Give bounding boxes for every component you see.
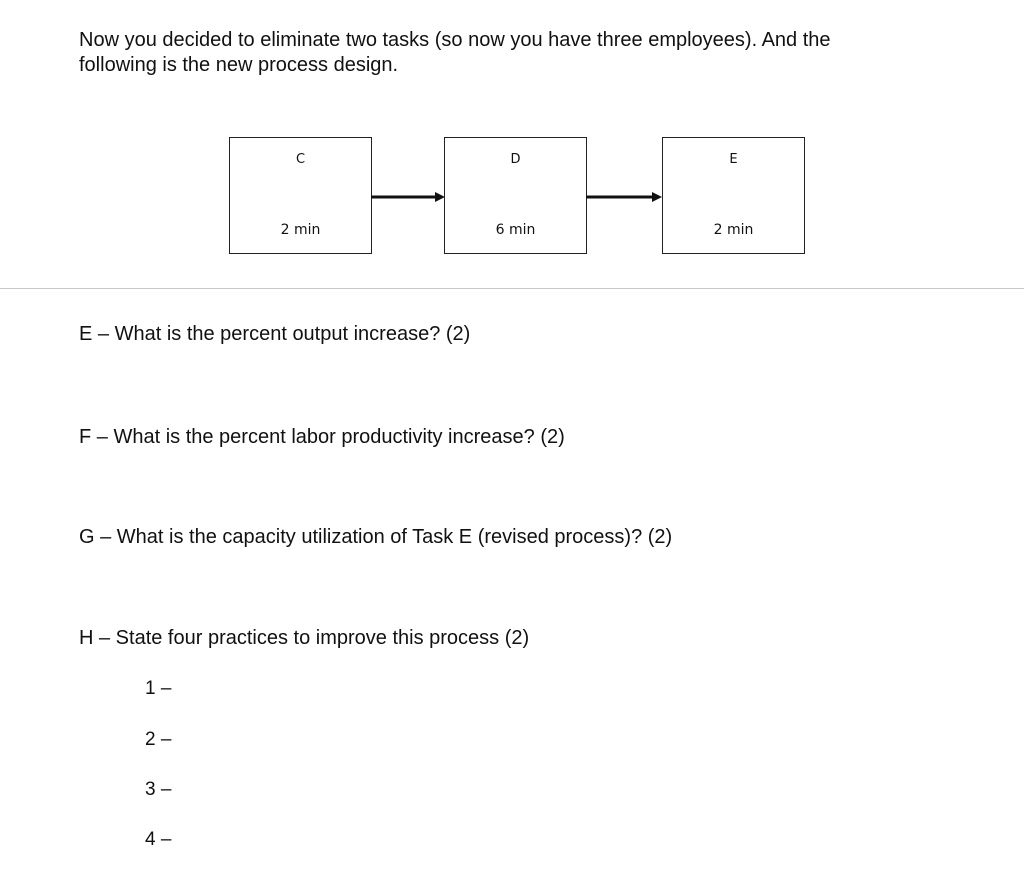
practice-item-3: 3 – <box>145 779 172 800</box>
practice-item-1: 1 – <box>145 678 172 699</box>
question-g: G – What is the capacity utilization of Task E (revised process)? (2) <box>79 526 673 548</box>
task-box-c <box>229 137 372 254</box>
question-e: E – What is the percent output increase? (2) <box>79 323 471 345</box>
practice-item-2: 2 – <box>145 729 172 750</box>
task-e-time: 2 min <box>713 222 754 238</box>
intro-text <box>79 28 959 78</box>
task-box-e <box>662 137 805 254</box>
task-d-label: D <box>510 152 521 167</box>
intro-line-2: following is the new process design. <box>79 54 399 76</box>
arrow-c-to-d <box>371 187 446 207</box>
question-h: H – State four practices to improve this process (2) <box>79 627 530 649</box>
arrow-d-to-e <box>586 187 663 207</box>
question-f: F – What is the percent labor productivity increase? (2) <box>79 426 565 448</box>
page-separator <box>0 288 1024 289</box>
practice-item-4: 4 – <box>145 829 172 850</box>
intro-line-1: Now you decided to eliminate two tasks (so now you have three employees). And the <box>79 29 831 51</box>
task-e-label: E <box>729 152 738 167</box>
task-box-d <box>444 137 587 254</box>
task-d-time: 6 min <box>495 222 536 238</box>
task-c-label: C <box>295 152 306 167</box>
task-c-time: 2 min <box>280 222 321 238</box>
